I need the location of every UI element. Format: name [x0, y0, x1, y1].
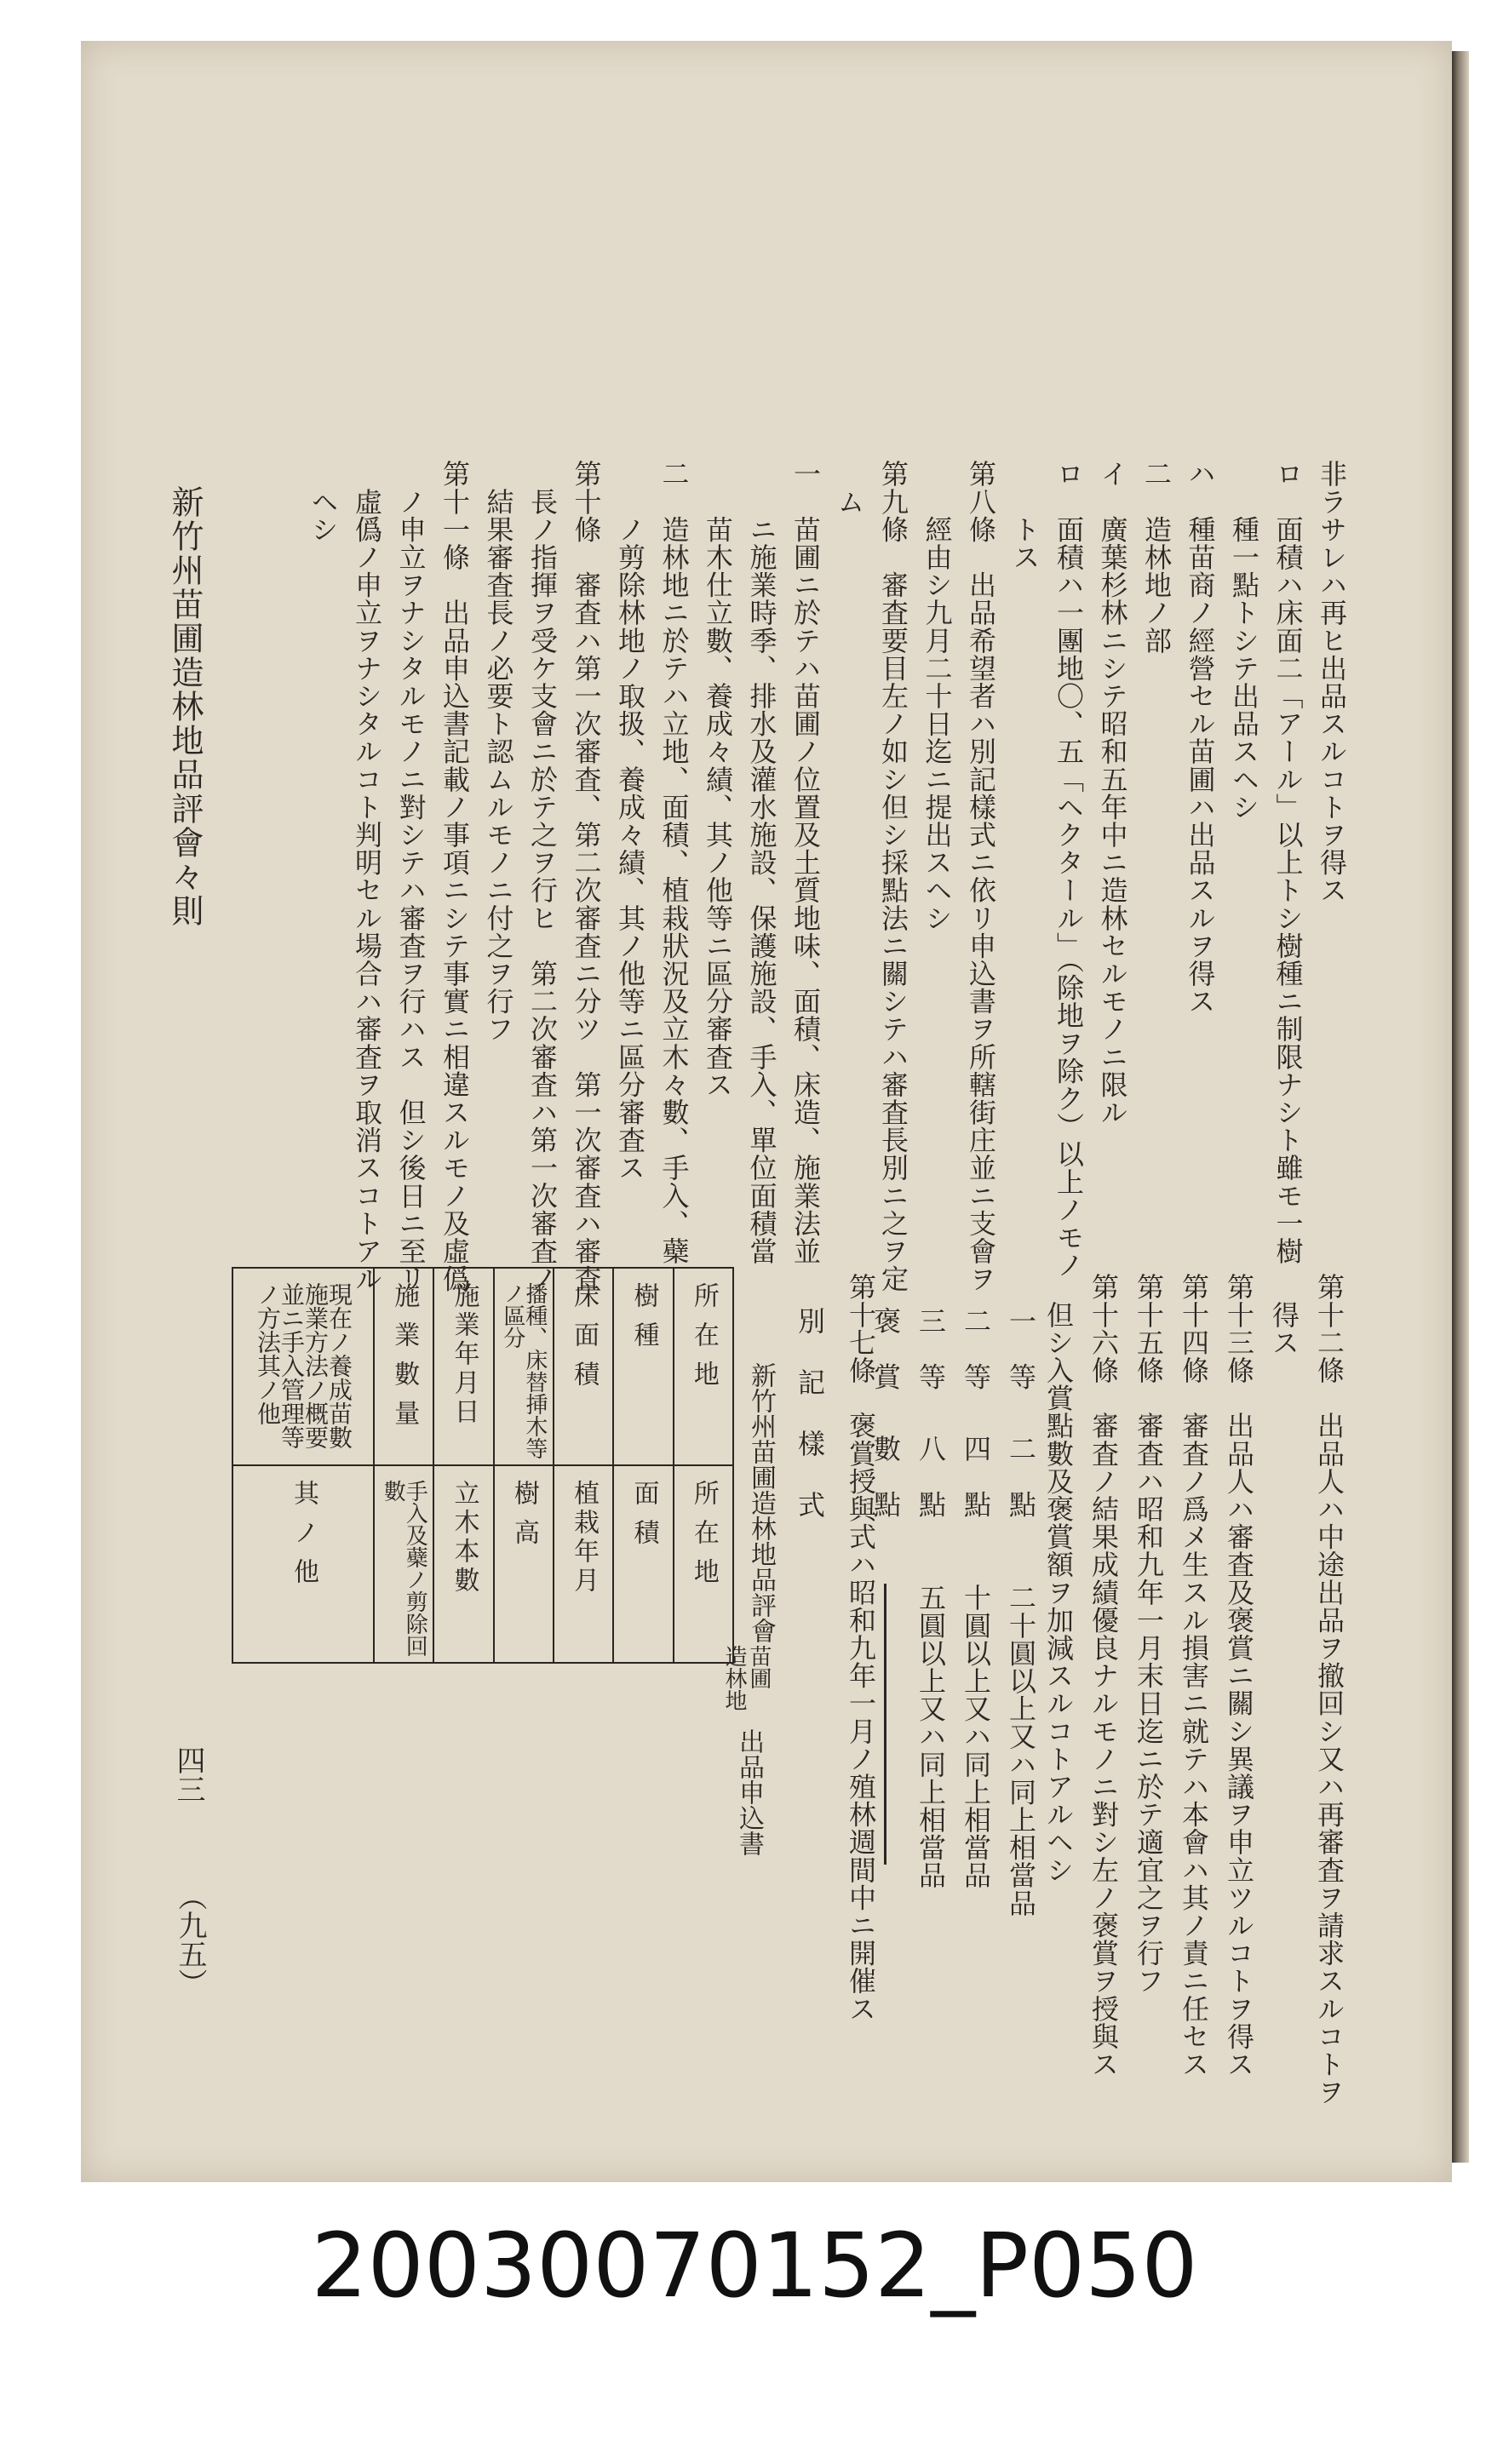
text-column: 第十二條 出品人ハ中途出品ヲ撤回シ又ハ再審査ヲ請求スルコトヲ — [1313, 1273, 1345, 2106]
award-grade: 一 等 — [1005, 1307, 1037, 1390]
form-title-line2a: 苗圃 — [746, 1645, 772, 1689]
form-col-2 — [612, 1269, 672, 1662]
form-cell: 所在地 — [674, 1269, 732, 1466]
award-prize: 五圓以上又ハ同上相當品 — [915, 1584, 947, 1889]
form-title-line1: 新竹州苗圃造林地品評會 — [746, 1362, 776, 1643]
text-column: 長ノ指揮ヲ受ケ支會ニ於テ之ヲ行ヒ 第二次審査ハ第一次審査ノ — [526, 460, 559, 1292]
text-column: 第九條 審査要目左ノ如シ但シ採點法ニ關シテハ審査長別ニ之ヲ定 — [877, 460, 909, 1292]
text-column: ム — [833, 460, 866, 516]
form-cell: 樹高 — [508, 1480, 539, 1558]
award-grade: 褒 賞 — [869, 1307, 902, 1390]
award-bracket — [884, 1584, 892, 1865]
text-column: トス — [1008, 460, 1041, 571]
form-cell: 樹種 — [614, 1269, 672, 1466]
form-title-line3: 出品申込書 — [734, 1728, 764, 1856]
running-title: 新竹州苗圃造林地品評會々則 — [166, 485, 204, 928]
form-caption: 別 記 樣 式 — [794, 1307, 826, 1521]
form-cell: 立木本數 — [449, 1480, 479, 1596]
text-column: 經由シ九月二十日迄ニ提出スヘシ — [921, 460, 954, 932]
text-column: 一 苗圃ニ於テハ苗圃ノ位置及土質地味、面積、床造、施業法並 — [789, 460, 822, 1265]
form-title-line2b: 造林地 — [721, 1645, 747, 1711]
award-points: 數 點 — [869, 1435, 902, 1518]
application-form-table — [232, 1267, 734, 1664]
award-points: 二 點 — [1005, 1435, 1037, 1518]
award-grade: 三 等 — [915, 1307, 947, 1390]
text-column: 二 造林地ノ部 — [1140, 460, 1173, 655]
text-column: 第十三條 出品人ハ審査及褒賞ニ關シ異議ヲ申立ツルコトヲ得ス — [1223, 1273, 1255, 2078]
form-cell: 床面積 — [554, 1269, 612, 1466]
text-column: イ 廣葉杉林ニシテ昭和五年中ニ造林セルモノニ限ル — [1096, 460, 1129, 1126]
text-column: ノ剪除林地ノ取扱、養成々績、其ノ他等ニ區分審査ス — [614, 460, 646, 1182]
form-cell: 所在地 — [688, 1480, 719, 1597]
text-column: ロ 面積ハ一團地〇、五「ヘクタール」（除地ヲ除ク）以上ノモノ — [1053, 460, 1085, 1279]
form-cell: 其ノ他 — [289, 1480, 319, 1597]
catalog-id: 20030070152_P050 — [311, 2214, 1198, 2318]
award-prize: 二十圓以上又ハ同上相當品 — [1005, 1584, 1037, 1917]
text-column: 但シ入賞點數及褒賞額ヲ加減スルコトアルヘシ — [1042, 1273, 1075, 1884]
form-col-1 — [673, 1269, 732, 1662]
text-column: 非ラサレハ再ヒ出品スルコトヲ得ス — [1316, 460, 1348, 904]
text-column: 第八條 出品希望者ハ別記樣式ニ依リ申込書ヲ所轄街庄並ニ支會ヲ — [965, 460, 997, 1292]
article-17: 第十七條 褒賞授與式ハ昭和九年一月ノ殖林週間中ニ開催ス — [845, 1273, 877, 2023]
text-column: ノ申立ヲナシタルモノニ對シテハ審査ヲ行ハス 但シ後日ニ至リ — [394, 460, 427, 1292]
text-column: 第十一條 出品申込書記載ノ事項ニシテ事實ニ相違スルモノ及虛僞 — [439, 460, 471, 1292]
award-prize: 十圓以上又ハ同上相當品 — [960, 1584, 992, 1889]
text-column: 第十條 審査ハ第一次審査、第二次審査ニ分ツ 第一次審査ハ審査 — [570, 460, 603, 1292]
page-number-left: （九五） — [173, 1882, 207, 1997]
form-cell: 施業年月日 — [434, 1269, 492, 1466]
text-column: 二 造林地ニ於テハ立地、面積、植栽狀況及立木々數、手入、蘗 — [657, 460, 691, 1265]
form-cell: 現在ノ養成苗數施業方法ノ概要並ニ手入管理等ノ方法其ノ他 — [233, 1269, 373, 1466]
form-col-6 — [373, 1269, 433, 1662]
text-column: ヘシ — [307, 460, 340, 543]
form-col-4 — [493, 1269, 553, 1662]
text-column: 得ス — [1268, 1273, 1300, 1356]
page-number-right: 四三 — [171, 1745, 205, 1803]
text-column: ロ 面積ハ床面二「アール」以上トシ樹種ニ制限ナシト雖モ一樹 — [1271, 460, 1305, 1265]
form-cell: 手入及蘗ノ剪除回數 — [380, 1480, 428, 1657]
text-column: 第十五條 審査ハ昭和九年一月末日迄ニ於テ適宜之ヲ行フ — [1133, 1273, 1165, 1995]
award-points: 四 點 — [960, 1435, 992, 1518]
text-column: 虛僞ノ申立ヲナシタルコト判明セル場合ハ審査ヲ取消スコトアル — [351, 460, 383, 1292]
award-grade: 二 等 — [960, 1307, 992, 1390]
form-cell: 面積 — [628, 1480, 659, 1558]
award-points: 八 點 — [915, 1435, 947, 1518]
text-column: 苗木仕立數、養成々績、其ノ他等ニ區分審査ス — [702, 460, 734, 1098]
page-edge — [1452, 51, 1469, 2163]
text-column: 第十六條 審査ノ結果成績優良ナルモノニ對シ左ノ褒賞ヲ授與ス — [1087, 1273, 1120, 2078]
text-column: ハ 種苗商ノ經營セル苗圃ハ出品スルヲ得ス — [1184, 460, 1217, 1015]
form-col-3 — [553, 1269, 612, 1662]
form-cell: 施業數量 — [375, 1269, 433, 1466]
text-column: 種一點トシテ出品スヘシ — [1228, 460, 1260, 821]
form-col-7 — [233, 1269, 373, 1662]
text-column: ニ施業時季、排水及灌水施設、保護施設、手入、單位面積當 — [745, 460, 778, 1265]
form-cell: 播種、床替挿木等ノ區分 — [495, 1269, 553, 1466]
form-cell: 植栽年月 — [569, 1480, 600, 1596]
text-column: 第十四條 審査ノ爲メ生スル損害ニ就テハ本會ハ其ノ責ニ任セス — [1178, 1273, 1210, 2078]
form-col-5 — [433, 1269, 492, 1662]
text-column: 結果審査長ノ必要ト認ムルモノニ付之ヲ行フ — [482, 460, 515, 1043]
